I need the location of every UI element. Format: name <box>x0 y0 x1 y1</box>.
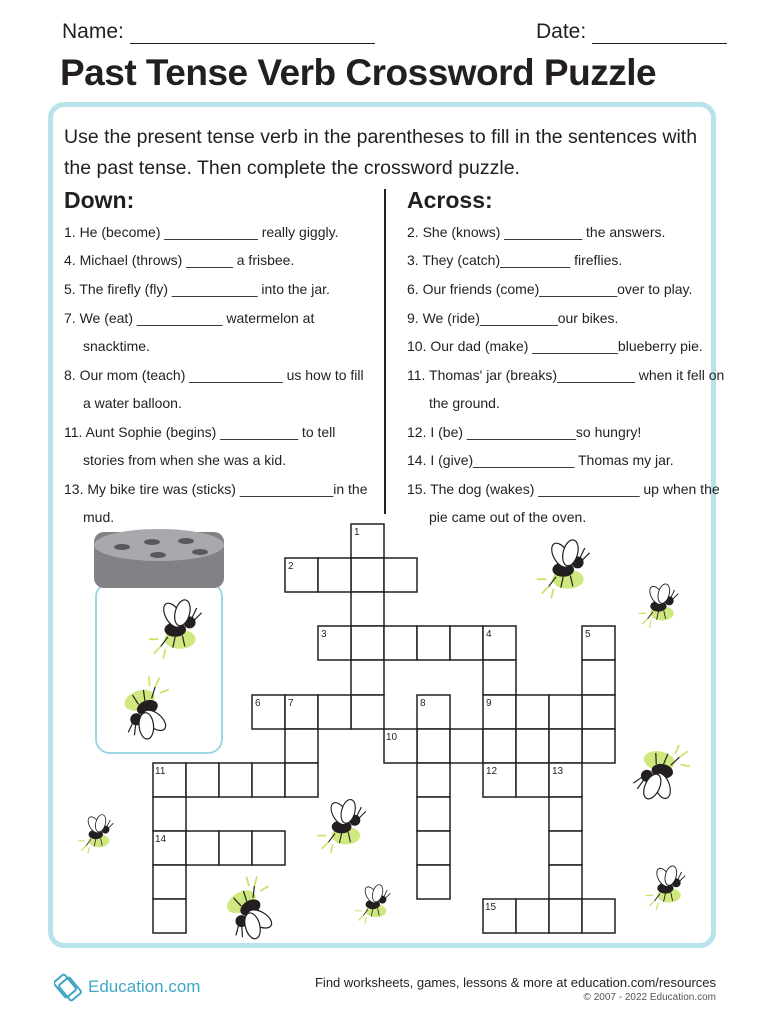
firefly-icon <box>78 813 113 853</box>
firefly-jar <box>94 529 224 753</box>
down-clue: 5. The firefly (fly) ___________ into the jar. <box>64 281 330 297</box>
grid-number: 9 <box>486 698 492 709</box>
firefly-icon <box>631 738 693 806</box>
firefly-icon <box>213 870 289 949</box>
grid-number: 10 <box>386 732 398 743</box>
name-label: Name: <box>62 20 124 43</box>
down-clue: 11. Aunt Sophie (begins) __________ to tell stories from when she was a kid. <box>64 424 336 468</box>
across-clue: 6. Our friends (come)__________over to play. <box>407 281 693 297</box>
across-clue: 12. I (be) ______________so hungry! <box>407 424 642 440</box>
firefly-icon <box>639 583 679 628</box>
across-clue: 3. They (catch)_________ fireflies. <box>407 252 623 268</box>
across-heading: Across: <box>407 187 493 213</box>
footer-copyright: © 2007 - 2022 Education.com <box>583 992 716 1003</box>
across-clue: 15. The dog (wakes) _____________ up when the pie came out of the oven. <box>407 481 720 525</box>
firefly-icon <box>355 883 390 923</box>
across-clue: 9. We (ride)__________our bikes. <box>407 310 619 326</box>
down-clue: 4. Michael (throws) ______ a frisbee. <box>64 252 295 268</box>
grid-number: 1 <box>354 527 360 538</box>
grid-number: 3 <box>321 629 327 640</box>
grid-number: 5 <box>585 629 591 640</box>
across-clue: 2. She (knows) __________ the answers. <box>407 224 666 240</box>
footer-info <box>315 975 716 1003</box>
across-clue: 11. Thomas' jar (breaks)__________ when it fell on the ground. <box>407 367 725 411</box>
brand-logo[interactable] <box>54 972 200 1002</box>
across-clue: 10. Our dad (make) ___________blueberry pie. <box>407 338 703 354</box>
across-clue: 14. I (give)_____________ Thomas my jar. <box>407 452 674 468</box>
grid-number: 15 <box>485 902 497 913</box>
grid-number: 4 <box>486 629 492 640</box>
firefly-icon <box>537 538 590 598</box>
grid-number: 8 <box>420 698 426 709</box>
grid-number: 14 <box>155 834 167 845</box>
down-clue: 1. He (become) ____________ really giggly. <box>64 224 339 240</box>
firefly-icon <box>646 865 686 910</box>
brand-name: Education.com <box>88 977 201 996</box>
date-label: Date: <box>536 20 587 43</box>
footer-tagline[interactable]: Find worksheets, games, lessons & more at education.com/resources <box>314 975 716 990</box>
grid-number: 11 <box>155 766 166 777</box>
grid-number: 7 <box>288 698 294 709</box>
down-clue: 8. Our mom (teach) ____________ us how to fill a water balloon. <box>64 367 364 411</box>
grid-number: 13 <box>552 766 564 777</box>
education-logo-icon <box>54 972 84 1002</box>
down-clue: 7. We (eat) ___________ watermelon at snacktime. <box>64 310 315 354</box>
firefly-icon <box>317 798 365 853</box>
instructions: Use the present tense verb in the parentheses to fill in the sentences with the past tense. Then complete the crossword puzzle. <box>64 126 698 179</box>
grid-number: 12 <box>486 766 498 777</box>
page-title: Past Tense Verb Crossword Puzzle <box>60 52 657 93</box>
grid-number: 6 <box>255 698 261 709</box>
grid-number: 2 <box>288 561 294 572</box>
down-heading: Down: <box>64 187 135 213</box>
down-clue: 13. My bike tire was (sticks) ____________in the mud. <box>64 481 368 525</box>
